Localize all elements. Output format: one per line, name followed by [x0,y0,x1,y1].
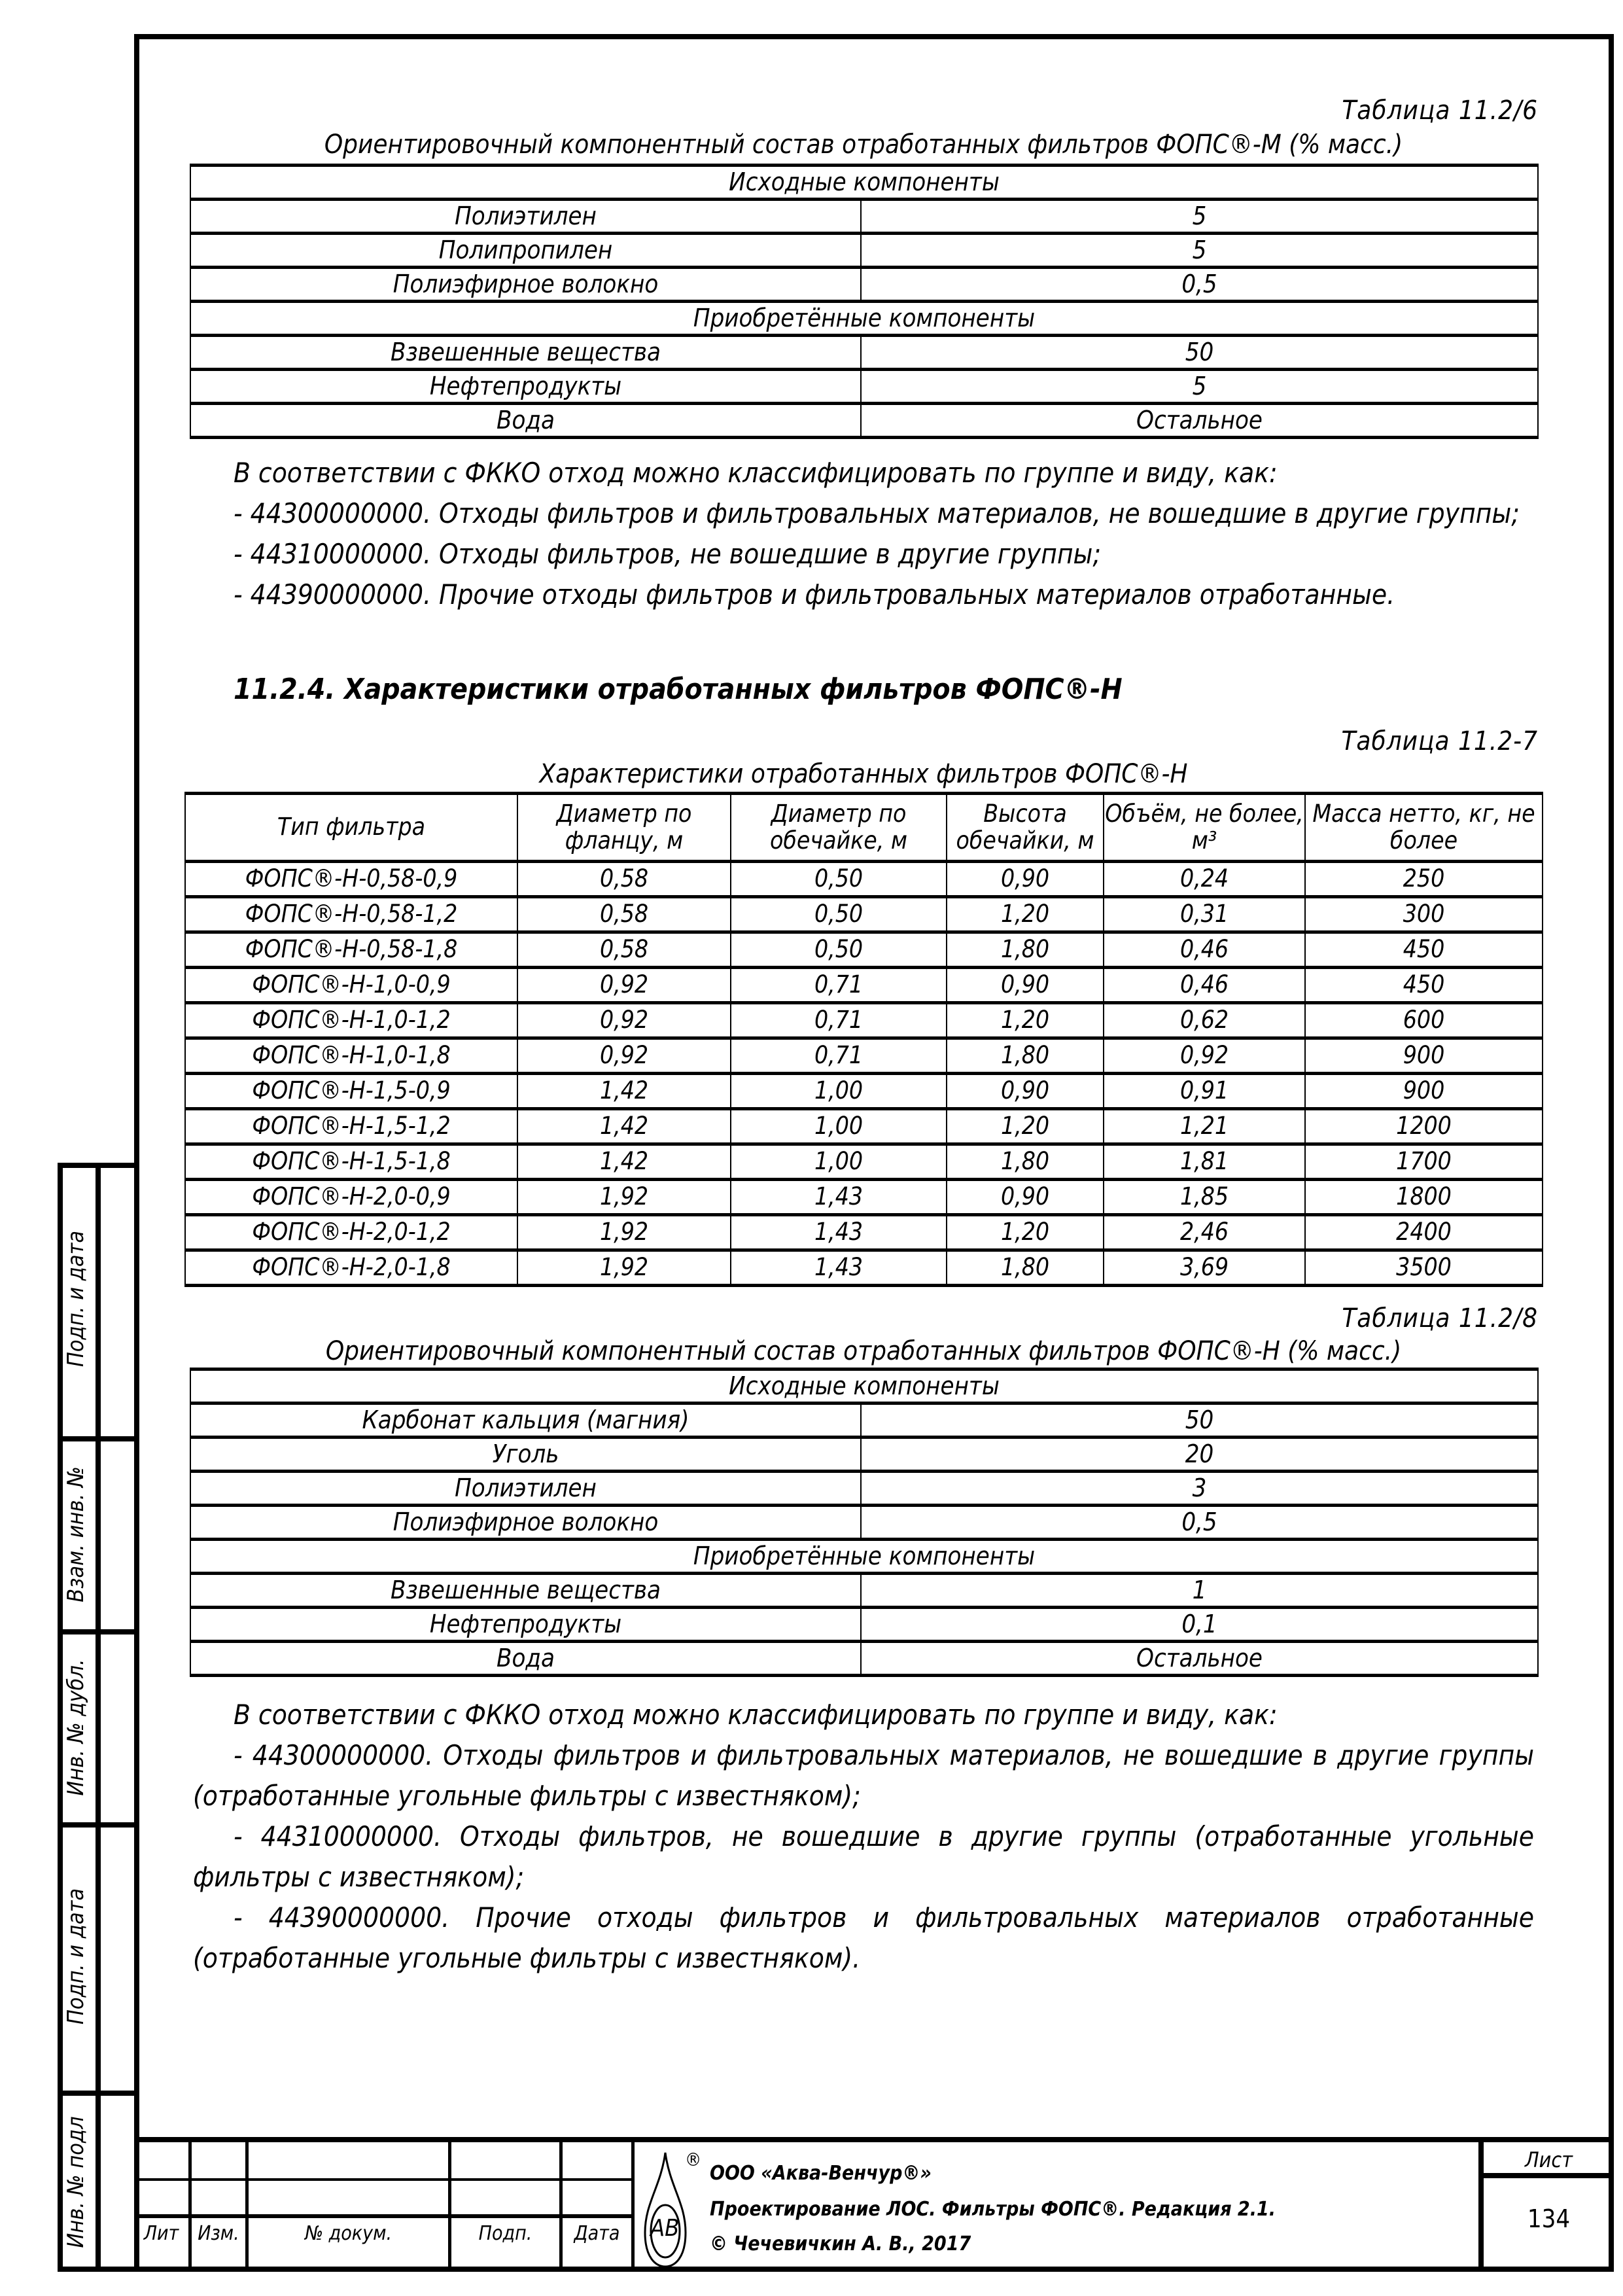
table-number: Таблица 11.2-7 [1341,726,1538,756]
value-cell: 0,92 [517,1038,731,1074]
column-header: Объём, не более, м³ [1104,794,1305,862]
section-header: Приобретённые компоненты [190,302,1538,336]
classification-text-1: В соответствии с ФККО отход можно классифицировать по группе и виду, как: - 44300000000. Отходы фильтров и фильтровальных материалов, не вошедшие в другие группы; - 44310000000. Отходы фильтров, не вошедшие в другие группы; - 44390000000. Прочие отходы фильтров и фильтровальных материалов отработанные. [234,457,1520,610]
value-cell: 0,90 [947,1180,1104,1215]
value-cell: 900 [1305,1038,1543,1074]
value-cell: 1,42 [517,1144,731,1180]
column-header: Тип фильтра [185,794,517,862]
value-cell: 450 [1305,932,1543,968]
filter-type-cell: ФОПС®-Н-0,58-1,8 [185,932,517,968]
composition-table-n [190,1368,1539,1677]
table-row [185,1215,1543,1250]
title-col-lit: Лит [143,2222,179,2245]
section-header: Исходные компоненты [190,166,1538,200]
table-row [185,862,1543,897]
value-cell: 2400 [1305,1215,1543,1250]
title-col-date: Дата [574,2222,620,2245]
value-cell: 250 [1305,862,1543,897]
column-header: Диаметр по обечайке, м [731,794,947,862]
filter-type-cell: ФОПС®-Н-2,0-1,2 [185,1215,517,1250]
column-header: Диаметр по фланцу, м [517,794,731,862]
value-cell: 0,46 [1104,968,1305,1003]
stamp-label: Подп. и дата [63,1888,89,2025]
classification-text-2: В соответствии с ФККО отход можно классифицировать по группе и виду, как: - 44300000000. Отходы фильтров и фильтровальных материалов, не вошедшие в другие группы (отработанные угольные фильтры с известняком); - 44310000000. Отходы фильтров, не вошедшие в другие группы (отработанные угольные фильтры с известняком); - 44390000000. Прочие отходы фильтров и фильтровальных материалов отработанные (отработанные угольные фильтры с известняком). [193,1699,1534,1974]
table-row [185,1144,1543,1180]
section-header: Приобретённые компоненты [190,1540,1538,1574]
value-cell: 0,92 [1104,1038,1305,1074]
table-row [185,1003,1543,1038]
table-row [185,1250,1543,1286]
table-row: Уголь 20 [190,1438,1538,1472]
filter-type-cell: ФОПС®-Н-0,58-0,9 [185,862,517,897]
value-cell: 1,43 [731,1180,947,1215]
title-col-izm: Изм. [198,2222,239,2245]
table-row: Вода Остальное [190,1642,1538,1676]
value-cell: 1800 [1305,1180,1543,1215]
value-cell: 1,43 [731,1215,947,1250]
table-row: Полиэфирное волокно 0,5 [190,268,1538,302]
table-row [185,968,1543,1003]
sheet-label: Лист [1525,2147,1573,2172]
column-header: Высота обечайки, м [947,794,1104,862]
value-cell: 0,58 [517,932,731,968]
stamp-label: Взам. инв. № [63,1466,89,1602]
company-name: ООО «Аква-Венчур®» [710,2162,932,2185]
value-cell: 0,92 [517,968,731,1003]
value-cell: 1,20 [947,1215,1104,1250]
value-cell: 1,42 [517,1109,731,1144]
registered-mark: ® [685,2149,702,2170]
table-row: Полипропилен 5 [190,234,1538,268]
copyright: © Чечевичкин А. В., 2017 [710,2233,971,2255]
value-cell: 1,80 [947,1038,1104,1074]
filter-type-cell: ФОПС®-Н-1,5-1,8 [185,1144,517,1180]
table-row [185,1074,1543,1109]
value-cell: 1,21 [1104,1109,1305,1144]
value-cell: 1,92 [517,1215,731,1250]
filter-type-cell: ФОПС®-Н-1,0-0,9 [185,968,517,1003]
value-cell: 0,71 [731,1003,947,1038]
table-body [185,862,1543,1286]
value-cell: 0,58 [517,862,731,897]
table-row: Нефтепродукты 5 [190,370,1538,404]
value-cell: 0,50 [731,932,947,968]
filter-type-cell: ФОПС®-Н-0,58-1,2 [185,897,517,932]
table-row: Взвешенные вещества 1 [190,1574,1538,1608]
section-header: Исходные компоненты [190,1369,1538,1404]
value-cell: 1,00 [731,1144,947,1180]
table-row: Полиэфирное волокно 0,5 [190,1506,1538,1540]
title-col-doc: № докум. [304,2222,393,2245]
value-cell: 900 [1305,1074,1543,1109]
value-cell: 1,20 [947,897,1104,932]
value-cell: 1,20 [947,1003,1104,1038]
filter-type-cell: ФОПС®-Н-1,0-1,2 [185,1003,517,1038]
value-cell: 1,80 [947,932,1104,968]
company-logo-icon: АВ [641,2147,690,2272]
filter-type-cell: ФОПС®-Н-1,5-0,9 [185,1074,517,1109]
stamp-label: Инв. № подл [63,2116,89,2248]
value-cell: 1,42 [517,1074,731,1109]
table-title: Характеристики отработанных фильтров ФОПС®-Н [539,759,1188,789]
filter-type-cell: ФОПС®-Н-2,0-0,9 [185,1180,517,1215]
value-cell: 1,81 [1104,1144,1305,1180]
header-row [185,794,1543,862]
value-cell: 1,00 [731,1074,947,1109]
value-cell: 1,20 [947,1109,1104,1144]
value-cell: 0,50 [731,862,947,897]
value-cell: 0,90 [947,968,1104,1003]
table-title: Ориентировочный компонентный состав отработанных фильтров ФОПС®-М (% масс.) [324,130,1403,160]
value-cell: 0,62 [1104,1003,1305,1038]
value-cell: 600 [1305,1003,1543,1038]
value-cell: 0,58 [517,897,731,932]
table-row: Карбонат кальция (магния) 50 [190,1404,1538,1438]
value-cell: 1,92 [517,1250,731,1286]
value-cell: 1,85 [1104,1180,1305,1215]
filter-type-cell: ФОПС®-Н-1,0-1,8 [185,1038,517,1074]
value-cell: 0,92 [517,1003,731,1038]
value-cell: 1,80 [947,1144,1104,1180]
filter-characteristics-table [184,792,1543,1287]
project-name: Проектирование ЛОС. Фильтры ФОПС®. Редакция 2.1. [710,2198,1276,2221]
table-row: Полиэтилен 5 [190,200,1538,234]
title-col-sign: Подп. [478,2222,532,2245]
table-row [185,932,1543,968]
composition-table-m [190,164,1539,439]
value-cell: 3500 [1305,1250,1543,1286]
table-number: Таблица 11.2/6 [1342,96,1538,126]
filter-type-cell: ФОПС®-Н-2,0-1,8 [185,1250,517,1286]
table-title: Ориентировочный компонентный состав отработанных фильтров ФОПС®-Н (% масс.) [325,1336,1402,1366]
value-cell: 0,50 [731,897,947,932]
value-cell: 0,31 [1104,897,1305,932]
value-cell: 1,92 [517,1180,731,1215]
value-cell: 0,71 [731,1038,947,1074]
filter-type-cell: ФОПС®-Н-1,5-1,2 [185,1109,517,1144]
table-row [185,1109,1543,1144]
value-cell: 1,43 [731,1250,947,1286]
value-cell: 1,00 [731,1109,947,1144]
section-heading: 11.2.4. Характеристики отработанных фильтров ФОПС®-Н [234,673,1123,706]
value-cell: 1,80 [947,1250,1104,1286]
stamp-label: Подп. и дата [63,1230,89,1368]
value-cell: 3,69 [1104,1250,1305,1286]
value-cell: 2,46 [1104,1215,1305,1250]
value-cell: 0,90 [947,862,1104,897]
stamp-label: Инв. № дубл. [63,1659,89,1796]
column-header: Масса нетто, кг, не более [1305,794,1543,862]
table-row [185,897,1543,932]
table-row: Полиэтилен 3 [190,1472,1538,1506]
table-row: Вода Остальное [190,404,1538,438]
value-cell: 1700 [1305,1144,1543,1180]
value-cell: 0,46 [1104,932,1305,968]
value-cell: 0,90 [947,1074,1104,1109]
table-row: Нефтепродукты 0,1 [190,1608,1538,1642]
table-row [185,1038,1543,1074]
table-row: Взвешенные вещества 50 [190,336,1538,370]
title-block [134,2137,1614,2272]
value-cell: 1200 [1305,1109,1543,1144]
table-number: Таблица 11.2/8 [1342,1303,1538,1333]
side-stamp [58,1163,139,2272]
value-cell: 450 [1305,968,1543,1003]
value-cell: 0,91 [1104,1074,1305,1109]
sheet-number: 134 [1527,2204,1571,2233]
value-cell: 300 [1305,897,1543,932]
value-cell: 0,24 [1104,862,1305,897]
table-row [185,1180,1543,1215]
value-cell: 0,71 [731,968,947,1003]
